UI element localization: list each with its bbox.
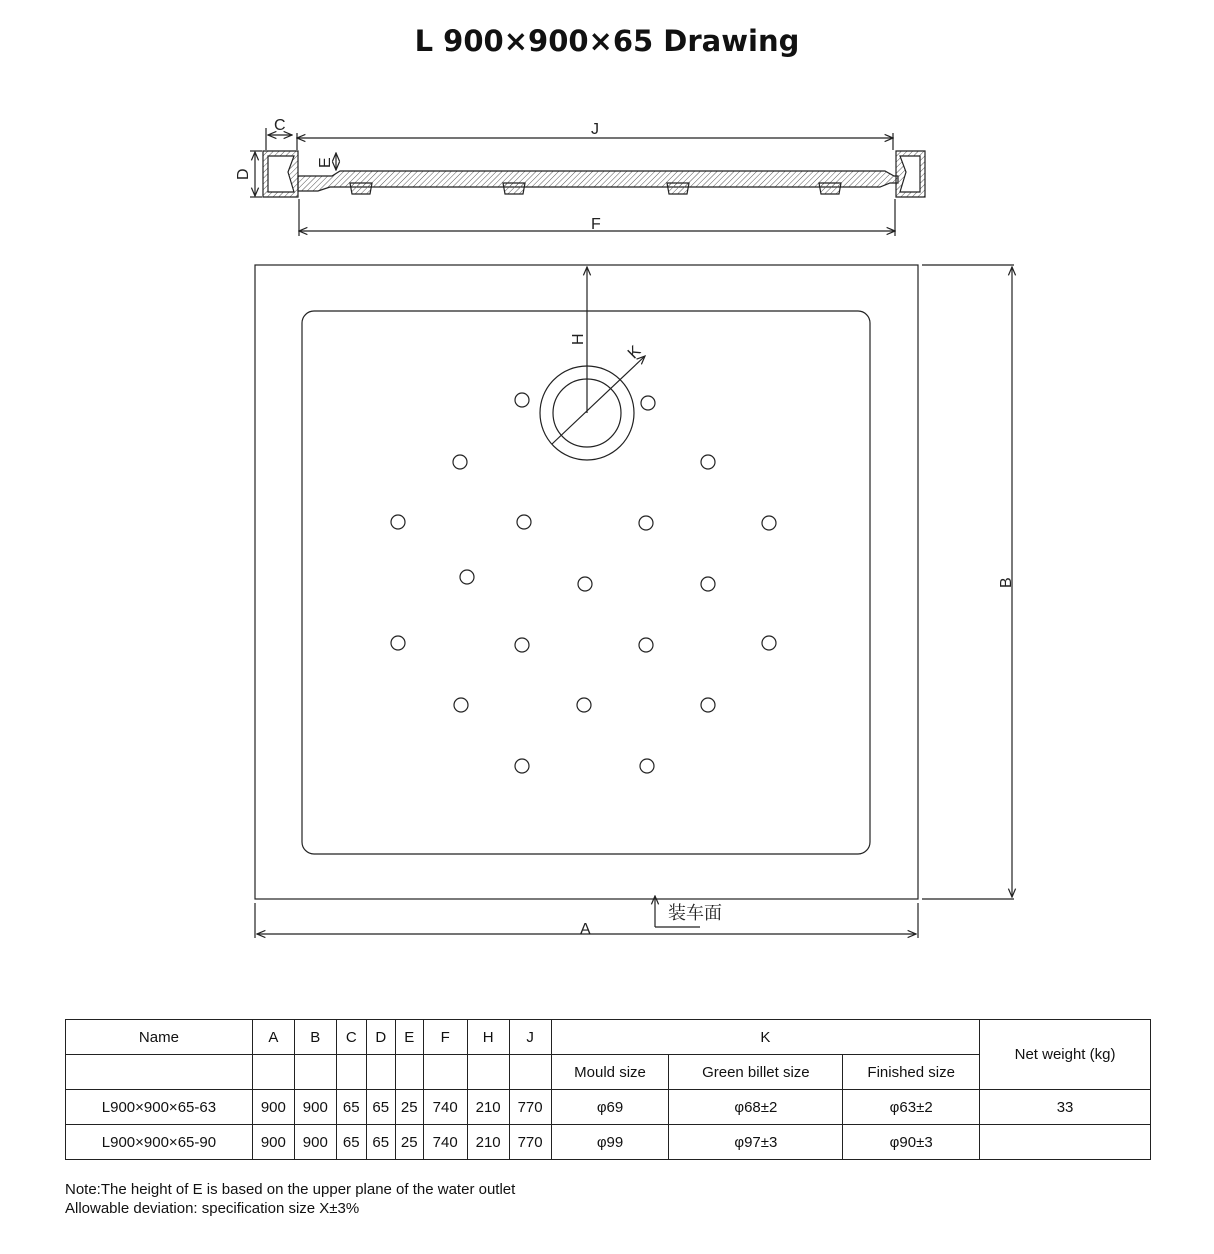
cell-A: 900 bbox=[252, 1125, 294, 1160]
drain-hole bbox=[515, 393, 529, 407]
cell-F: 740 bbox=[423, 1125, 467, 1160]
drain-hole bbox=[517, 515, 531, 529]
drain-hole bbox=[454, 698, 468, 712]
drain-hole bbox=[762, 636, 776, 650]
drain-hole bbox=[640, 759, 654, 773]
header-E: E bbox=[395, 1020, 423, 1055]
cell-E: 25 bbox=[395, 1090, 423, 1125]
drain-hole bbox=[762, 516, 776, 530]
cell-mould: φ99 bbox=[551, 1125, 669, 1160]
header-K: K bbox=[551, 1020, 980, 1055]
drain-hole bbox=[701, 698, 715, 712]
plan-view bbox=[255, 265, 1014, 938]
note-line-2: Allowable deviation: specification size X±3% bbox=[65, 1200, 360, 1217]
drain-hole bbox=[391, 515, 405, 529]
cell-C: 65 bbox=[336, 1090, 366, 1125]
cell-green: φ68±2 bbox=[669, 1090, 843, 1125]
dim-label-E: E bbox=[317, 157, 334, 168]
header-F: F bbox=[423, 1020, 467, 1055]
cell-name: L900×900×65-90 bbox=[66, 1125, 253, 1160]
drain-hole bbox=[515, 638, 529, 652]
header-A: A bbox=[252, 1020, 294, 1055]
section-plate bbox=[298, 171, 898, 191]
spec-table bbox=[65, 1019, 1151, 1160]
cell-J: 770 bbox=[509, 1090, 551, 1125]
cell-mould: φ69 bbox=[551, 1090, 669, 1125]
dim-label-C: C bbox=[274, 117, 286, 134]
cell-weight: 33 bbox=[980, 1090, 1151, 1125]
note-line-1: Note:The height of E is based on the upper plane of the water outlet bbox=[65, 1181, 516, 1198]
drain-hole bbox=[639, 638, 653, 652]
dim-label-A: A bbox=[580, 921, 591, 938]
cell-finished: φ90±3 bbox=[843, 1125, 980, 1160]
cell-finished: φ63±2 bbox=[843, 1090, 980, 1125]
drain-hole bbox=[577, 698, 591, 712]
drain-hole bbox=[701, 577, 715, 591]
table-row bbox=[66, 1125, 1151, 1160]
section-view bbox=[250, 128, 925, 236]
dim-label-B: B bbox=[998, 577, 1015, 588]
cell-A: 900 bbox=[252, 1090, 294, 1125]
drain-holes bbox=[391, 393, 776, 773]
cell-B: 900 bbox=[294, 1125, 336, 1160]
dim-label-F: F bbox=[591, 216, 601, 233]
notes bbox=[65, 1180, 515, 1218]
header-D: D bbox=[366, 1020, 395, 1055]
cell-H: 210 bbox=[467, 1125, 509, 1160]
header-finished-size: Finished size bbox=[843, 1055, 980, 1090]
cell-F: 740 bbox=[423, 1090, 467, 1125]
cell-D: 65 bbox=[366, 1090, 395, 1125]
cell-name: L900×900×65-63 bbox=[66, 1090, 253, 1125]
drain-hole bbox=[639, 516, 653, 530]
drain-hole bbox=[701, 455, 715, 469]
drain-hole bbox=[515, 759, 529, 773]
cell-B: 900 bbox=[294, 1090, 336, 1125]
cell-J: 770 bbox=[509, 1125, 551, 1160]
cell-green: φ97±3 bbox=[669, 1125, 843, 1160]
drain-hole bbox=[641, 396, 655, 410]
drain-hole bbox=[578, 577, 592, 591]
header-mould-size: Mould size bbox=[551, 1055, 669, 1090]
cell-weight bbox=[980, 1125, 1151, 1160]
dim-label-J: J bbox=[591, 121, 599, 138]
cell-H: 210 bbox=[467, 1090, 509, 1125]
dim-label-K: K bbox=[624, 342, 645, 363]
loading-face-label: 装车面 bbox=[668, 903, 722, 923]
cell-D: 65 bbox=[366, 1125, 395, 1160]
page-title: L 900×900×65 Drawing bbox=[414, 24, 800, 58]
dim-label-H: H bbox=[570, 333, 587, 345]
header-green-billet-size: Green billet size bbox=[669, 1055, 843, 1090]
header-net-weight: Net weight (kg) bbox=[980, 1020, 1151, 1090]
cell-E: 25 bbox=[395, 1125, 423, 1160]
header-B: B bbox=[294, 1020, 336, 1055]
table-header-row bbox=[66, 1020, 1151, 1055]
header-C: C bbox=[336, 1020, 366, 1055]
drain-hole bbox=[460, 570, 474, 584]
drain-hole bbox=[453, 455, 467, 469]
dim-label-D: D bbox=[235, 168, 252, 180]
drain-hole bbox=[391, 636, 405, 650]
header-name: Name bbox=[66, 1020, 253, 1055]
cell-C: 65 bbox=[336, 1125, 366, 1160]
header-H: H bbox=[467, 1020, 509, 1055]
header-J: J bbox=[509, 1020, 551, 1055]
table-row bbox=[66, 1090, 1151, 1125]
